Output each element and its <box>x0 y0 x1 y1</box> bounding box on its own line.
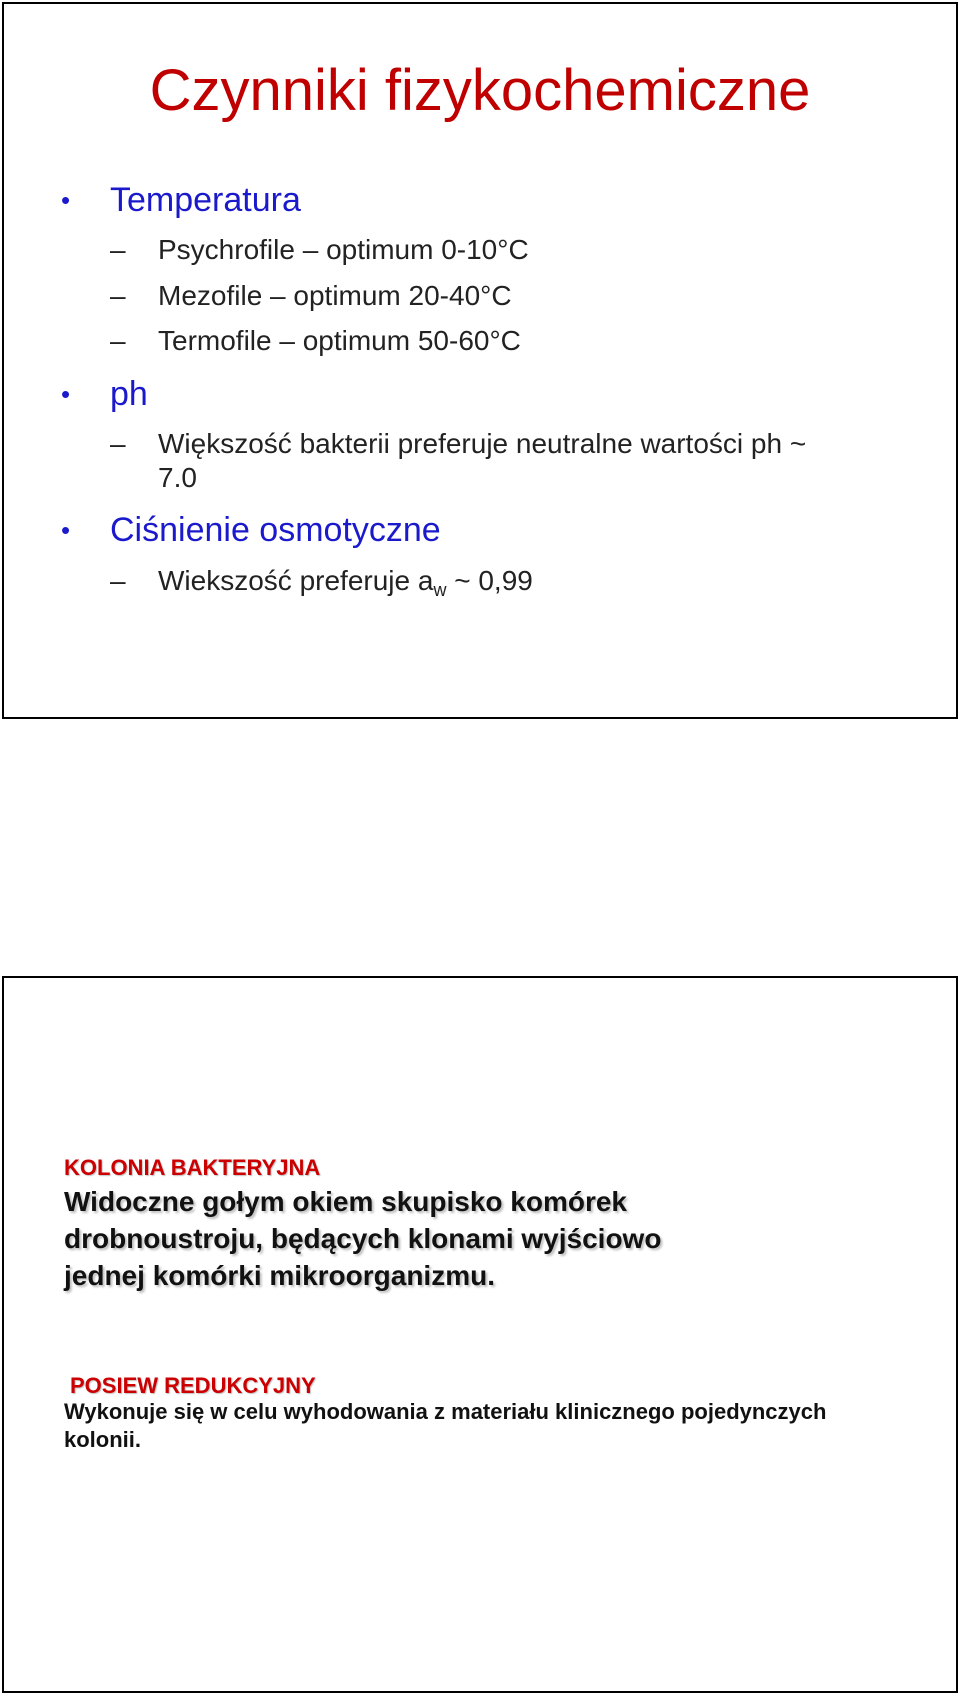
posiew-heading: POSIEW REDUKCYJNY <box>70 1373 316 1398</box>
bullet-label: Temperatura <box>110 181 301 219</box>
sub-item-text: Termofile – optimum 50-60°C <box>158 325 521 356</box>
sub-item-text: Psychrofile – optimum 0-10°C <box>158 234 529 265</box>
posiew-line-1: Wykonuje się w celu wyhodowania z materiału klinicznego pojedynczych <box>64 1399 827 1424</box>
slide-title: Czynniki fizykochemiczne <box>149 58 811 123</box>
bullet-dot-icon: • <box>61 515 71 545</box>
bullet-dot-icon: • <box>61 379 71 409</box>
dash-icon: – <box>110 428 126 459</box>
dash-icon: – <box>110 280 126 311</box>
dash-icon: – <box>110 234 126 265</box>
dash-icon: – <box>110 565 126 596</box>
dash-icon: – <box>110 325 126 356</box>
colony-line-3: jednej komórki mikroorganizmu. <box>64 1260 495 1291</box>
colony-line-1: Widoczne gołym okiem skupisko komórek <box>64 1186 628 1217</box>
slide-2 <box>2 976 958 1693</box>
slide-1 <box>2 2 958 719</box>
aw-text-before: Wiekszość preferuje a <box>158 565 434 596</box>
sub-item-text <box>158 564 533 607</box>
aw-text-after: ~ 0,99 <box>446 565 533 596</box>
bullet-dot-icon: • <box>61 185 71 215</box>
bullet-label: Ciśnienie osmotyczne <box>110 511 441 549</box>
colony-heading: KOLONIA BAKTERYJNA <box>64 1155 321 1180</box>
aw-subscript: w <box>433 580 447 600</box>
sub-item-text-continuation: 7.0 <box>158 462 197 493</box>
posiew-line-2: kolonii. <box>64 1427 141 1452</box>
sub-item-text: Mezofile – optimum 20-40°C <box>158 280 512 311</box>
bullet-label: ph <box>110 375 148 413</box>
colony-line-2: drobnoustroju, będących klonami wyjściowo <box>64 1223 662 1254</box>
sub-item-text: Większość bakterii preferuje neutralne wartości ph ~ <box>158 428 807 459</box>
